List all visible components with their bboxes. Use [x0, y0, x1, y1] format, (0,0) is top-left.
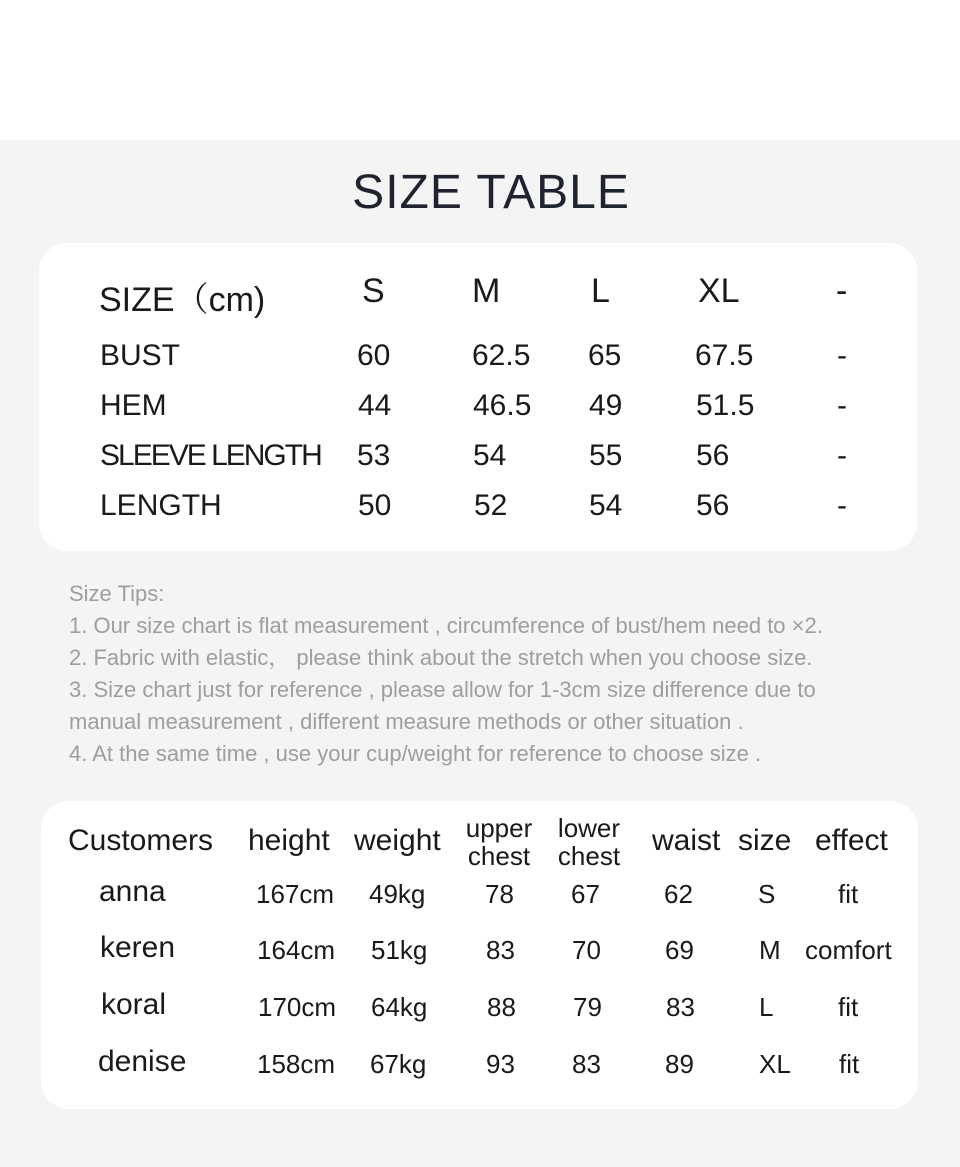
- size-header-l: L: [591, 272, 610, 310]
- customer-lower-chest: 67: [571, 879, 600, 909]
- size-tips: [69, 578, 929, 770]
- customer-upper-chest: 78: [485, 879, 514, 909]
- size-row-label: BUST: [100, 339, 181, 372]
- customer-name: keren: [100, 931, 176, 964]
- size-cell: 51.5: [696, 389, 755, 422]
- size-cell: 67.5: [695, 339, 754, 372]
- size-tip-line: manual measurement , different measure methods or other situation .: [69, 709, 744, 734]
- customer-upper-chest: 83: [486, 935, 515, 965]
- size-tip-line: 2. Fabric with elastic， please think about the stretch when you choose size.: [69, 645, 813, 670]
- size-tip-line: 4. At the same time , use your cup/weight for reference to choose size .: [69, 741, 762, 766]
- customers-header-weight: weight: [354, 824, 441, 857]
- customers-header-waist: waist: [652, 824, 721, 857]
- customer-lower-chest: 79: [573, 992, 602, 1022]
- customer-effect: fit: [838, 992, 859, 1022]
- customer-height: 167cm: [256, 879, 335, 909]
- size-cell: 54: [473, 439, 507, 472]
- size-header-label: SIZE（cm): [99, 281, 266, 319]
- size-cell: -: [837, 389, 847, 422]
- customer-waist: 69: [665, 935, 694, 965]
- size-cell: 62.5: [472, 339, 531, 372]
- customer-height: 170cm: [258, 992, 337, 1022]
- customer-name: denise: [98, 1045, 187, 1078]
- customer-size: XL: [759, 1049, 791, 1079]
- customers-header-upper-chest: upper chest: [465, 813, 533, 871]
- size-cell: 46.5: [473, 389, 532, 422]
- size-cell: 52: [474, 489, 508, 522]
- customers-header-lower-chest: lower chest: [557, 813, 621, 871]
- size-header-xl: XL: [698, 272, 740, 310]
- customer-weight: 49kg: [369, 879, 426, 909]
- customers-header-height: height: [248, 824, 330, 857]
- customer-weight: 67kg: [370, 1049, 427, 1079]
- customer-size: L: [759, 992, 774, 1022]
- customer-waist: 83: [666, 992, 695, 1022]
- size-tips-heading: Size Tips:: [69, 581, 165, 606]
- size-cell: 56: [696, 439, 730, 472]
- size-cell: 53: [357, 439, 391, 472]
- customer-waist: 89: [665, 1049, 694, 1079]
- size-cell: 56: [696, 489, 730, 522]
- customer-name: koral: [101, 988, 167, 1021]
- size-row-label: SLEEVE LENGTH: [100, 439, 321, 472]
- size-cell: 54: [589, 489, 623, 522]
- customer-name: anna: [99, 875, 166, 908]
- customers-header-customers: Customers: [68, 824, 214, 857]
- customer-effect: fit: [838, 879, 859, 909]
- size-row-label: HEM: [100, 389, 167, 422]
- customer-effect: fit: [839, 1049, 860, 1079]
- size-header-s: S: [362, 272, 385, 310]
- customer-effect: comfort: [805, 935, 892, 965]
- customer-upper-chest: 93: [486, 1049, 515, 1079]
- customer-height: 164cm: [257, 935, 336, 965]
- size-row-label: LENGTH: [100, 489, 222, 522]
- size-tip-line: 1. Our size chart is flat measurement , circumference of bust/hem need to ×2.: [69, 613, 823, 638]
- size-header-extra: -: [836, 272, 848, 310]
- page-title: SIZE TABLE: [352, 166, 630, 219]
- size-cell: 60: [357, 339, 391, 372]
- size-cell: 49: [589, 389, 623, 422]
- customer-upper-chest: 88: [487, 992, 516, 1022]
- size-cell: -: [837, 489, 847, 522]
- size-cell: 44: [358, 389, 392, 422]
- customer-size: S: [758, 879, 776, 909]
- size-tip-line: 3. Size chart just for reference , please allow for 1-3cm size difference due to: [69, 677, 816, 702]
- customers-header-effect: effect: [815, 824, 888, 857]
- size-header-m: M: [472, 272, 501, 310]
- customer-height: 158cm: [257, 1049, 336, 1079]
- customer-size: M: [759, 935, 781, 965]
- customer-lower-chest: 83: [572, 1049, 601, 1079]
- size-cell: 50: [358, 489, 392, 522]
- size-cell: 65: [588, 339, 622, 372]
- size-cell: 55: [589, 439, 623, 472]
- customer-lower-chest: 70: [572, 935, 601, 965]
- customer-weight: 64kg: [371, 992, 428, 1022]
- customers-header-size: size: [738, 824, 792, 857]
- customer-waist: 62: [664, 879, 693, 909]
- customer-weight: 51kg: [371, 935, 428, 965]
- size-cell: -: [837, 439, 847, 472]
- size-cell: -: [837, 339, 847, 372]
